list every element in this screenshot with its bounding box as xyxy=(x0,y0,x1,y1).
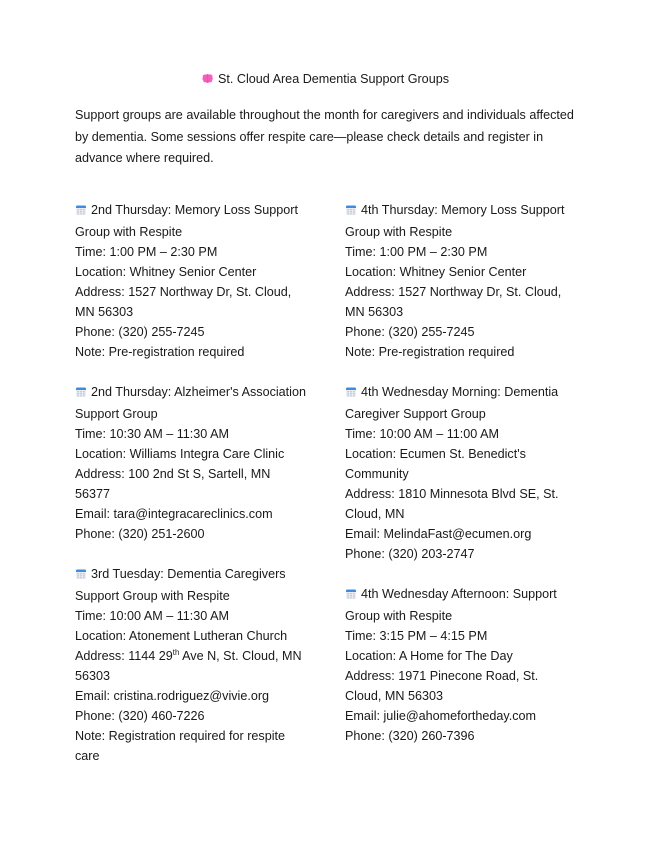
support-group-entry xyxy=(345,382,575,564)
entry-phone: Phone: (320) 251-2600 xyxy=(75,526,205,541)
entry-address: Address: 1971 Pinecone Road, St. Cloud, MN 56303 xyxy=(345,668,539,703)
entry-heading xyxy=(75,382,307,424)
calendar-icon xyxy=(75,202,87,222)
entry-note: Note: Pre-registration required xyxy=(345,344,515,359)
intro-paragraph: Support groups are available throughout the month for caregivers and individuals affected by dementia. Some sessions offer respite care—please check details and register in advance where required. xyxy=(75,108,574,165)
page-title xyxy=(75,70,575,91)
entry-phone: Phone: (320) 255-7245 xyxy=(345,324,475,339)
right-column xyxy=(325,200,575,786)
support-group-entry xyxy=(75,200,307,362)
entry-heading xyxy=(345,382,575,424)
document-content xyxy=(75,70,575,786)
support-group-entry xyxy=(75,564,307,766)
entry-time: Time: 3:15 PM – 4:15 PM xyxy=(345,628,488,643)
entry-address: Address: 1527 Northway Dr, St. Cloud, MN 56303 xyxy=(75,284,292,319)
support-group-entry xyxy=(75,382,307,544)
entry-location: Location: Whitney Senior Center xyxy=(75,264,257,279)
entry-heading xyxy=(75,200,307,242)
entry-heading xyxy=(345,200,575,242)
entry-heading-text: 4th Wednesday Afternoon: Support Group with Respite xyxy=(345,586,557,623)
entry-heading-text: 4th Wednesday Morning: Dementia Caregiver Support Group xyxy=(345,384,559,421)
entry-time: Time: 10:00 AM – 11:00 AM xyxy=(345,426,500,441)
calendar-icon xyxy=(75,384,87,404)
calendar-icon xyxy=(345,586,357,606)
entry-email: Email: tara@integracareclinics.com xyxy=(75,506,273,521)
entry-address-ordinal-suffix: th xyxy=(172,647,180,657)
entry-location: Location: Atonement Lutheran Church xyxy=(75,628,288,643)
calendar-icon xyxy=(345,384,357,404)
calendar-icon xyxy=(75,566,87,586)
entry-address-suffix: Ave N, St. Cloud, MN 56303 xyxy=(75,648,302,683)
entry-time: Time: 1:00 PM – 2:30 PM xyxy=(75,244,218,259)
entry-location: Location: Whitney Senior Center xyxy=(345,264,527,279)
page-title-text: St. Cloud Area Dementia Support Groups xyxy=(217,72,449,86)
calendar-icon xyxy=(345,202,357,222)
entry-email: Email: cristina.rodriguez@vivie.org xyxy=(75,688,270,703)
entry-address: Address: 100 2nd St S, Sartell, MN 56377 xyxy=(75,466,271,501)
entry-email: Email: julie@ahomefortheday.com xyxy=(345,708,537,723)
entry-phone: Phone: (320) 260-7396 xyxy=(345,728,475,743)
entry-time: Time: 1:00 PM – 2:30 PM xyxy=(345,244,488,259)
entry-phone: Phone: (320) 203-2747 xyxy=(345,546,475,561)
support-group-entry xyxy=(345,200,575,362)
entry-email: Email: MelindaFast@ecumen.org xyxy=(345,526,532,541)
entry-location: Location: Williams Integra Care Clinic xyxy=(75,446,285,461)
entry-heading xyxy=(75,564,307,606)
entry-heading-text: 2nd Thursday: Alzheimer's Association Support Group xyxy=(75,384,306,421)
entry-time: Time: 10:30 AM – 11:30 AM xyxy=(75,426,230,441)
entry-heading-text: 3rd Tuesday: Dementia Caregivers Support Group with Respite xyxy=(75,566,286,603)
entry-location: Location: A Home for The Day xyxy=(345,648,513,663)
entry-heading-text: 4th Thursday: Memory Loss Support Group with Respite xyxy=(345,202,565,239)
entry-address xyxy=(75,646,307,686)
entry-phone: Phone: (320) 255-7245 xyxy=(75,324,205,339)
entry-time: Time: 10:00 AM – 11:30 AM xyxy=(75,608,230,623)
entry-heading-text: 2nd Thursday: Memory Loss Support Group with Respite xyxy=(75,202,298,239)
entry-note: Note: Registration required for respite care xyxy=(75,728,285,763)
entries-columns xyxy=(75,200,575,786)
left-column xyxy=(75,200,325,786)
entry-heading xyxy=(345,584,575,626)
entry-address: Address: 1527 Northway Dr, St. Cloud, MN 56303 xyxy=(345,284,562,319)
entry-location: Location: Ecumen St. Benedict's Community xyxy=(345,446,526,481)
entry-note: Note: Pre-registration required xyxy=(75,344,245,359)
support-group-entry xyxy=(345,584,575,746)
entry-phone: Phone: (320) 460-7226 xyxy=(75,708,205,723)
entry-address: Address: 1810 Minnesota Blvd SE, St. Cloud, MN xyxy=(345,486,559,521)
entry-address-prefix: Address: 1144 29 xyxy=(75,648,173,663)
brain-icon xyxy=(201,72,214,91)
